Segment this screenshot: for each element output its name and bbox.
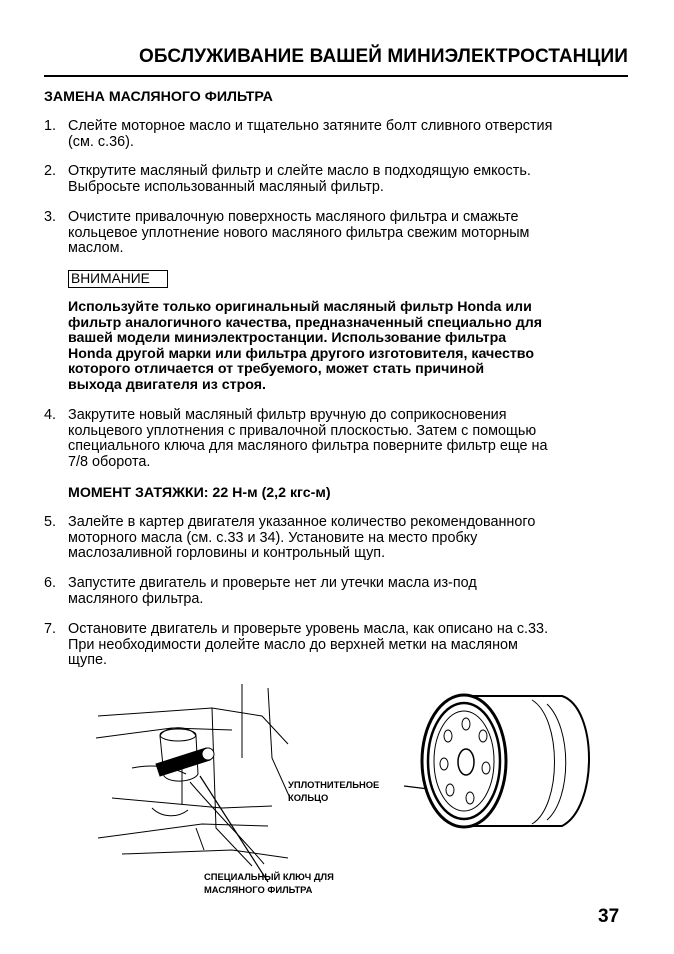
engine-frame-line bbox=[96, 728, 232, 738]
engine-frame-line bbox=[98, 824, 268, 838]
wrench-head bbox=[202, 748, 214, 760]
section-heading: ЗАМЕНА МАСЛЯНОГО ФИЛЬТРА bbox=[44, 89, 273, 105]
filter-face-outer bbox=[422, 695, 506, 827]
notice-text: Используйте только оригинальный масляный фильтр Honda или фильтр аналогичного качества, предназначенный специально для вашей модели миниэлектростанции. Использование фильтра Honda другой марки или фильтра другого изготовителя, качество которого отличается от требуемого, может стать причиной выхода двигателя из строя. bbox=[68, 299, 543, 393]
step-number: 7. bbox=[44, 621, 57, 637]
engine-frame-line bbox=[112, 798, 272, 808]
oil-filter-canister bbox=[422, 695, 589, 827]
filter-body-shading bbox=[532, 700, 566, 824]
step-text: Закрутите новый масляный фильтр вручную до соприкосновения кольцевого уплотнения с привалочной плоскостью. Затем с помощью специального ключа для масляного фильтра поверните фильтр еще на 7/8 оборота. bbox=[68, 407, 548, 470]
engine-frame-line bbox=[152, 808, 188, 816]
wrench-leader-line bbox=[200, 776, 268, 882]
step-number: 2. bbox=[44, 163, 57, 179]
header-rule bbox=[44, 75, 628, 77]
engine-frame-line bbox=[212, 708, 252, 866]
step-number: 1. bbox=[44, 118, 57, 134]
step-text: Открутите масляный фильтр и слейте масло в подходящую емкость. Выбросьте использованный масляный фильтр. bbox=[68, 163, 531, 195]
step-text: Залейте в картер двигателя указанное количество рекомендованного моторного масла (см. с.33 и 34). Установите на место пробку маслозаливной горловины и контрольный щуп. bbox=[68, 514, 536, 561]
page-number: 37 bbox=[598, 906, 620, 927]
step-text: Очистите привалочную поверхность масляного фильтра и смажьте кольцевое уплотнение нового масляного фильтра свежим моторным маслом. bbox=[68, 209, 530, 256]
step-number: 6. bbox=[44, 575, 57, 591]
step-number: 4. bbox=[44, 407, 57, 423]
step-number: 5. bbox=[44, 514, 57, 530]
notice-label-box: ВНИМАНИЕ bbox=[68, 270, 168, 288]
engine-filter-cap bbox=[160, 729, 196, 741]
step-text: Слейте моторное масло и тщательно затяните болт сливного отверстия (см. с.36). bbox=[68, 118, 553, 150]
step-text: Остановите двигатель и проверьте уровень масла, как описано на с.33. При необходимости долейте масло до верхней метки на масляном щупе. bbox=[68, 621, 549, 668]
wrench-guide-line bbox=[190, 782, 264, 864]
page-header-title: ОБСЛУЖИВАНИЕ ВАШЕЙ МИНИЭЛЕКТРОСТАНЦИИ bbox=[139, 46, 628, 67]
engine-frame-line bbox=[196, 828, 204, 850]
step-number: 3. bbox=[44, 209, 57, 225]
label-oring: УПЛОТНИТЕЛЬНОЕ КОЛЬЦО bbox=[288, 779, 380, 803]
engine-frame-line bbox=[122, 850, 288, 858]
torque-spec: МОМЕНТ ЗАТЯЖКИ: 22 Н-м (2,2 кгс-м) bbox=[68, 485, 331, 501]
label-wrench: СПЕЦИАЛЬНЫЙ КЛЮЧ ДЛЯ МАСЛЯНОГО ФИЛЬТРА bbox=[204, 871, 334, 895]
step-text: Запустите двигатель и проверьте нет ли утечки масла из-под масляного фильтра. bbox=[68, 575, 477, 607]
